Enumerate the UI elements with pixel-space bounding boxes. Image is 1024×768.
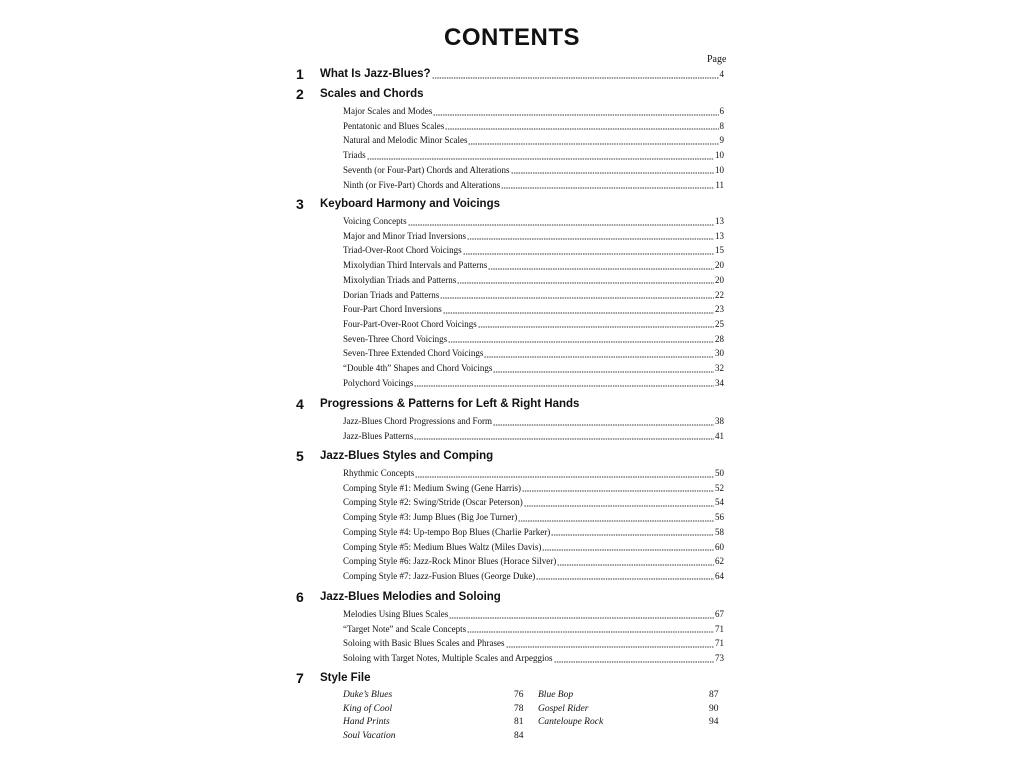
dot-leader — [432, 68, 719, 80]
toc-entry[interactable] — [343, 555, 724, 567]
toc-entry[interactable] — [343, 164, 724, 176]
toc-entry[interactable] — [343, 496, 724, 508]
style-file-page: 90 — [709, 703, 719, 714]
toc-entry-label: Seven-Three Extended Chord Voicings — [343, 348, 484, 359]
chapter-number: 1 — [296, 66, 304, 82]
toc-entry-page: 6 — [719, 106, 724, 116]
dot-leader — [408, 215, 714, 227]
toc-entry[interactable] — [343, 134, 724, 146]
toc-entry-label: Major and Minor Triad Inversions — [343, 230, 466, 241]
style-file-title[interactable]: Style File — [320, 672, 371, 684]
chapter-number: 5 — [296, 448, 304, 464]
toc-entry-label: Mixolydian Triads and Patterns — [343, 274, 457, 285]
dot-leader — [522, 482, 714, 494]
toc-entry[interactable] — [343, 318, 724, 330]
toc-entry-label: Dorian Triads and Patterns — [343, 289, 440, 300]
toc-entry-page: 52 — [715, 482, 724, 493]
toc-entry[interactable] — [343, 377, 724, 389]
dot-leader — [433, 105, 718, 117]
toc-entry[interactable] — [343, 179, 724, 191]
toc-entry-page: 71 — [715, 623, 724, 634]
chapter-title[interactable]: Keyboard Harmony and Voicings — [320, 198, 500, 210]
dot-leader — [445, 120, 718, 132]
style-file-song[interactable]: Hand Prints — [343, 717, 390, 728]
toc-entry-page: 62 — [715, 556, 724, 567]
chapter-title[interactable]: Progressions & Patterns for Left & Right Hands — [320, 398, 580, 410]
toc-entry[interactable] — [343, 467, 724, 479]
toc-entry[interactable] — [343, 623, 724, 635]
toc-entry-label: Natural and Melodic Minor Scales — [343, 135, 468, 146]
style-file-page: 76 — [514, 690, 524, 700]
toc-entry[interactable] — [343, 482, 724, 494]
style-file-page: 94 — [709, 717, 719, 728]
toc-entry-label: Triads — [343, 150, 366, 161]
dot-leader — [554, 652, 714, 664]
style-file-song[interactable]: Canteloupe Rock — [538, 717, 604, 728]
toc-entry-page: 64 — [715, 570, 724, 581]
toc-entry[interactable] — [343, 526, 724, 538]
dot-leader — [414, 430, 714, 442]
page-column-label: Page — [707, 54, 727, 65]
toc-entry-label: Polychord Voicings — [343, 377, 414, 388]
toc-entry-label: Ninth (or Five-Part) Chords and Alterations — [343, 179, 501, 190]
toc-entry[interactable] — [343, 120, 724, 132]
toc-entry[interactable] — [343, 105, 724, 117]
toc-entry[interactable] — [343, 608, 724, 620]
dot-leader — [557, 555, 714, 567]
toc-entry[interactable] — [343, 415, 724, 427]
toc-entry-label: Comping Style #1: Medium Swing (Gene Harris) — [343, 482, 521, 493]
dot-leader — [457, 274, 714, 286]
dot-leader — [518, 511, 714, 523]
chapter-page-number: 4 — [719, 69, 724, 79]
toc-entry-page: 50 — [715, 468, 724, 478]
dot-leader — [501, 179, 714, 191]
toc-entry-label: Four-Part Chord Inversions — [343, 304, 442, 315]
dot-leader — [493, 362, 714, 374]
toc-entry-label: Mixolydian Third Intervals and Patterns — [343, 260, 488, 271]
toc-entry-label: Jazz-Blues Chord Progressions and Form — [343, 416, 492, 426]
chapter-title[interactable]: Scales and Chords — [320, 88, 424, 100]
toc-entry-page: 54 — [715, 497, 724, 508]
dot-leader — [506, 637, 715, 649]
dot-leader — [448, 333, 714, 345]
toc-entry-label: Soloing with Basic Blues Scales and Phrases — [343, 638, 505, 649]
toc-entry-label: “Target Note” and Scale Concepts — [343, 623, 467, 634]
toc-entry-label: Comping Style #3: Jump Blues (Big Joe Turner) — [343, 512, 518, 523]
dot-leader — [542, 541, 714, 553]
toc-entry-page: 8 — [719, 120, 724, 131]
toc-entry-page: 25 — [715, 318, 724, 329]
toc-entry-label: Comping Style #4: Up-tempo Bop Blues (Charlie Parker) — [343, 526, 551, 537]
toc-entry[interactable] — [343, 215, 724, 227]
dot-leader — [484, 347, 714, 359]
chapter-entry[interactable] — [320, 68, 724, 80]
toc-entry[interactable] — [343, 289, 724, 301]
dot-leader — [511, 164, 714, 176]
chapter-title: What Is Jazz-Blues? — [320, 68, 431, 80]
style-file-song[interactable]: Blue Bop — [538, 690, 574, 700]
toc-entry-label: Major Scales and Modes — [343, 106, 433, 116]
dot-leader — [493, 415, 714, 427]
toc-entry-page: 73 — [715, 653, 724, 664]
style-file-song[interactable]: King of Cool — [343, 703, 393, 714]
toc-entry-page: 41 — [715, 430, 724, 441]
toc-entry[interactable] — [343, 541, 724, 553]
toc-entry[interactable] — [343, 637, 724, 649]
toc-entry[interactable] — [343, 362, 724, 374]
toc-entry[interactable] — [343, 333, 724, 345]
toc-entry-label: Comping Style #7: Jazz-Fusion Blues (George Duke) — [343, 570, 536, 581]
toc-entry[interactable] — [343, 149, 724, 161]
toc-entry-page: 13 — [715, 230, 724, 241]
toc-entry-label: “Double 4th” Shapes and Chord Voicings — [343, 363, 493, 373]
toc-entry-label: Melodies Using Blues Scales — [343, 609, 449, 619]
dot-leader — [478, 318, 714, 330]
dot-leader — [524, 496, 714, 508]
toc-entry[interactable] — [343, 259, 724, 271]
toc-entry-label: Seven-Three Chord Voicings — [343, 333, 448, 344]
style-file-page: 81 — [514, 717, 524, 728]
toc-entry[interactable] — [343, 570, 724, 582]
dot-leader — [415, 467, 714, 479]
toc-entry-page: 23 — [715, 304, 724, 315]
toc-entry[interactable] — [343, 274, 724, 286]
dot-leader — [468, 134, 718, 146]
dot-leader — [449, 608, 714, 620]
toc-entry-page: 9 — [719, 135, 724, 146]
toc-entry-label: Four-Part-Over-Root Chord Voicings — [343, 318, 477, 329]
dot-leader — [467, 623, 714, 635]
toc-entry-label: Voicing Concepts — [343, 216, 407, 226]
toc-entry-label: Seventh (or Four-Part) Chords and Alterations — [343, 164, 510, 175]
dot-leader — [463, 244, 714, 256]
dot-leader — [551, 526, 714, 538]
toc-entry-page: 10 — [715, 150, 724, 161]
toc-entry-page: 67 — [715, 609, 724, 619]
toc-entry-page: 58 — [715, 526, 724, 537]
dot-leader — [488, 259, 714, 271]
toc-entry-label: Rhythmic Concepts — [343, 468, 415, 478]
chapter-number: 3 — [296, 196, 304, 212]
toc-entry-label: Pentatonic and Blues Scales — [343, 120, 445, 131]
toc-entry[interactable] — [343, 244, 724, 256]
chapter-number: 7 — [296, 670, 304, 686]
toc-entry-page: 20 — [715, 260, 724, 271]
style-file-song[interactable]: Duke’s Blues — [343, 690, 393, 700]
toc-entry-page: 13 — [715, 216, 724, 226]
toc-entry[interactable] — [343, 430, 724, 442]
toc-entry-page: 20 — [715, 274, 724, 285]
toc-entry-page: 30 — [715, 348, 724, 359]
toc-entry-page: 38 — [715, 416, 724, 426]
dot-leader — [414, 377, 714, 389]
toc-entry-label: Comping Style #6: Jazz-Rock Minor Blues (Horace Silver) — [343, 556, 557, 567]
toc-entry-page: 28 — [715, 333, 724, 344]
dot-leader — [467, 230, 714, 242]
toc-entry[interactable] — [343, 652, 724, 664]
toc-entry-page: 71 — [715, 638, 724, 649]
style-file-song[interactable]: Gospel Rider — [538, 703, 589, 714]
toc-entry-page: 32 — [715, 363, 724, 373]
dot-leader — [440, 289, 714, 301]
chapter-title[interactable]: Jazz-Blues Styles and Comping — [320, 450, 494, 462]
toc-entry[interactable] — [343, 303, 724, 315]
toc-entry-label: Comping Style #5: Medium Blues Waltz (Miles Davis) — [343, 541, 542, 552]
toc-entry[interactable] — [343, 347, 724, 359]
toc-entry[interactable] — [343, 511, 724, 523]
dot-leader — [443, 303, 714, 315]
toc-entry-page: 15 — [715, 245, 724, 256]
dot-leader — [536, 570, 714, 582]
page-title: CONTENTS — [444, 24, 580, 51]
style-file-song[interactable]: Soul Vacation — [343, 731, 396, 742]
toc-entry-page: 10 — [715, 164, 724, 175]
toc-entry-page: 11 — [715, 179, 724, 190]
style-file-page: 78 — [514, 703, 524, 714]
style-file-page: 87 — [709, 690, 719, 700]
style-file-page: 84 — [514, 731, 524, 742]
toc-entry-page: 22 — [715, 289, 724, 300]
toc-entry-label: Soloing with Target Notes, Multiple Scales and Arpeggios — [343, 653, 553, 664]
toc-entry-label: Jazz-Blues Patterns — [343, 430, 414, 441]
chapter-number: 6 — [296, 589, 304, 605]
toc-entry[interactable] — [343, 230, 724, 242]
toc-entry-page: 60 — [715, 541, 724, 552]
chapter-number: 2 — [296, 86, 304, 102]
toc-entry-label: Triad-Over-Root Chord Voicings — [343, 245, 462, 256]
toc-entry-page: 56 — [715, 512, 724, 523]
toc-entry-label: Comping Style #2: Swing/Stride (Oscar Peterson) — [343, 497, 523, 508]
chapter-title[interactable]: Jazz-Blues Melodies and Soloing — [320, 591, 501, 603]
chapter-number: 4 — [296, 396, 304, 412]
dot-leader — [367, 149, 714, 161]
toc-entry-page: 34 — [715, 377, 724, 388]
